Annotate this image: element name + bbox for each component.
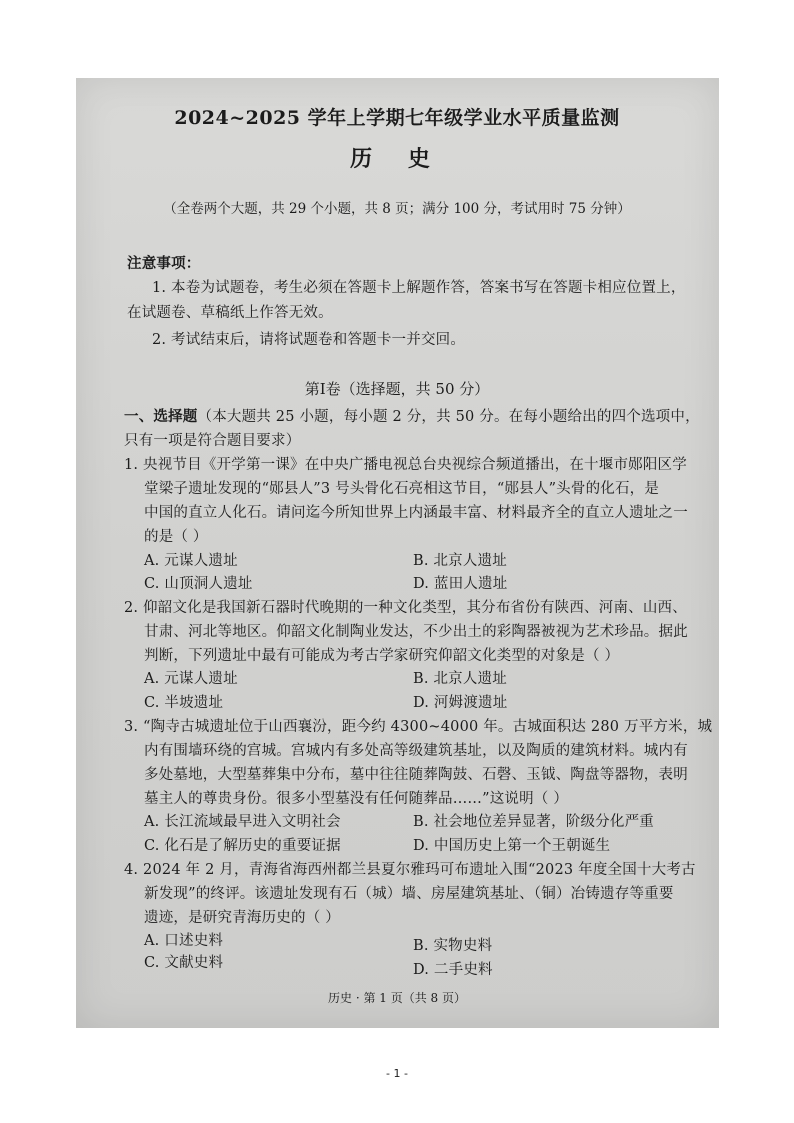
section-intro-text: （本大题共 25 小题，每小题 2 分，共 50 分。在每小题给出的四个选项中， [197,409,700,425]
question-3-option-c[interactable]: C. 化石是了解历史的重要证据 [144,838,341,854]
question-1-option-d[interactable]: D. 蓝田人遗址 [413,576,508,592]
question-4-line: 新发现”的终评。该遗址发现有石（城）墙、房屋建筑基址、（铜）冶铸遗存等重要 [144,886,674,902]
notice-item-1: 1. 本卷为试题卷，考生必须在答题卡上解题作答，答案书写在答题卡相应位置上， [152,280,686,296]
question-1-option-b[interactable]: B. 北京人遗址 [413,553,507,569]
question-4-line: 4. 2024 年 2 月，青海省海西州都兰县夏尔雅玛可布遗址入围“2023 年度全国十大考古 [124,862,696,878]
question-3-option-a[interactable]: A. 长江流域最早进入文明社会 [144,814,341,830]
question-2-line: 甘肃、河北等地区。仰韶文化制陶业发达，不少出土的彩陶器被视为艺术珍品。据此 [144,624,688,640]
question-3-line: 3. “陶寺古城遗址位于山西襄汾，距今约 4300~4000 年。古城面积达 280 万平方米，城 [124,719,713,735]
question-2-option-b[interactable]: B. 北京人遗址 [413,671,507,687]
question-4-option-c[interactable]: C. 文献史料 [144,955,224,971]
page-number: - 1 - [386,1067,408,1080]
section-intro-cont: 只有一项是符合题目要求） [124,433,301,449]
section-intro-label: 一、选择题 [124,408,198,425]
notice-heading: 注意事项： [127,255,201,272]
question-4-line: 遗迹，是研究青海历史的（ ） [144,910,340,926]
question-4-option-a[interactable]: A. 口述史料 [144,933,224,949]
question-1-line: 1. 央视节目《开学第一课》在中央广播电视总台央视综合频道播出，在十堰市郧阳区学 [124,457,687,473]
exam-title: 2024~2025 学年上学期七年级学业水平质量监测 [174,107,620,129]
question-3-line: 墓主人的尊贵身份。很多小型墓没有任何随葬品……”这说明（ ） [144,791,569,807]
exam-info: （全卷两个大题，共 29 个小题，共 8 页；满分 100 分，考试用时 75 分钟） [163,201,631,217]
notice-item-2: 2. 考试结束后，请将试题卷和答题卡一并交回。 [152,332,466,348]
question-2-option-a[interactable]: A. 元谋人遗址 [144,671,238,687]
question-3-option-b[interactable]: B. 社会地位差异显著，阶级分化严重 [413,814,654,830]
question-2-line: 判断，下列遗址中最有可能成为考古学家研究仰韶文化类型的对象是（ ） [144,648,620,664]
question-2-option-d[interactable]: D. 河姆渡遗址 [413,695,508,711]
question-4-option-d[interactable]: D. 二手史料 [413,962,493,978]
page-footer: 历史 · 第 1 页（共 8 页） [328,991,466,1005]
question-1-line: 中国的直立人化石。请问迄今所知世界上内涵最丰富、材料最齐全的直立人遗址之一 [144,505,688,521]
section-intro [124,405,700,426]
subject-title: 历 史 [350,146,444,172]
question-3-line: 内有围墙环绕的宫城。宫城内有多处高等级建筑基址，以及陶质的建筑材料。城内有 [144,743,688,759]
question-1-line: 的是（ ） [144,529,208,545]
question-1-line: 堂梁子遗址发现的“郧县人”3 号头骨化石亮相这节目，“郧县人”头骨的化石，是 [144,481,660,497]
question-1-option-c[interactable]: C. 山顶洞人遗址 [144,576,253,592]
question-2-option-c[interactable]: C. 半坡遗址 [144,695,224,711]
section-heading: 第Ⅰ卷（选择题，共 50 分） [304,380,490,398]
question-4-option-b[interactable]: B. 实物史料 [413,938,493,954]
question-3-line: 多处墓地，大型墓葬集中分布，墓中往往随葬陶鼓、石磬、玉钺、陶盘等器物，表明 [144,767,688,783]
question-2-line: 2. 仰韶文化是我国新石器时代晚期的一种文化类型，其分布省份有陕西、河南、山西、 [124,600,687,616]
question-1-option-a[interactable]: A. 元谋人遗址 [144,553,238,569]
question-3-option-d[interactable]: D. 中国历史上第一个王朝诞生 [413,838,611,854]
notice-item-1-cont: 在试题卷、草稿纸上作答无效。 [127,305,333,321]
